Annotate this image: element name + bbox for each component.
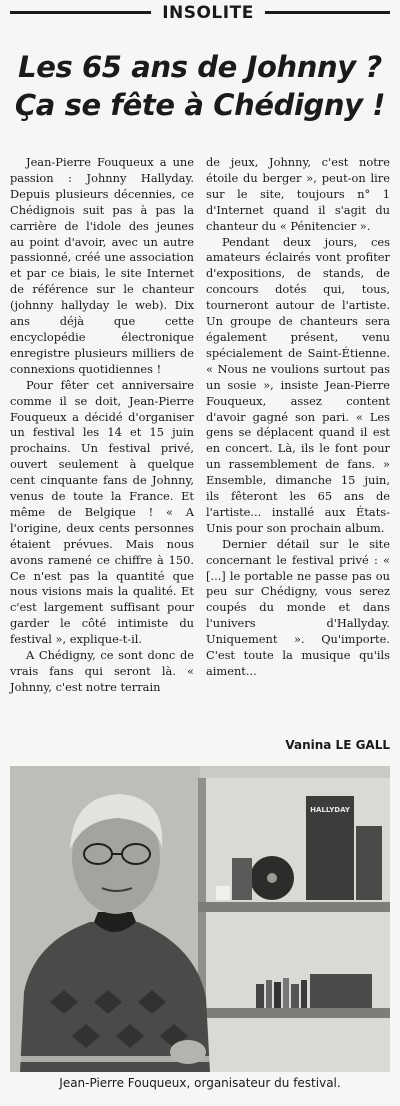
section-rubric: INSOLITE [151, 0, 265, 26]
article-column-1 [10, 155, 194, 696]
album-sleeve-text: HALLYDAY [310, 806, 350, 814]
paragraph: A Chédigny, ce sont donc de vrais fans qui seront là. « Johnny, c'est notre terrain [10, 648, 194, 694]
article-photo [10, 766, 390, 1072]
headline-line-1: Les 65 ans de Johnny ? [18, 50, 382, 84]
photo-illustration [10, 766, 390, 1072]
shelf-unit [198, 778, 390, 1072]
photo-caption: Jean-Pierre Fouqueux, organisateur du festival. [59, 1076, 341, 1090]
paragraph: de jeux, Johnny, c'est notre étoile du berger », peut-on lire sur le site, toujours n° 1 d'Internet quand il s'agit du chanteur du « Pénitencier ». [206, 155, 390, 233]
author-byline: Vanina LE GALL [285, 738, 390, 752]
paragraph: Dernier détail sur le site concernant le festival privé : « [...] le portable ne passe pas ou peu sur Chédigny, vous serez coupés du monde et dans l'univers d'Hallyday. Uniquement ». Qu'importe. C'est toute la musique qu'ils aiment... [206, 536, 390, 678]
rubric-bar [10, 0, 390, 26]
figurine [232, 858, 252, 900]
paragraph: Jean-Pierre Fouqueux a une passion : Johnny Hallyday. Depuis plusieurs décennies, ce Chédignois suit pas à pas la carrière de l'idole des jeunes au point d'avoir, avec un autre passionné, créé une association et par ce biais, le site Internet de référence sur le chanteur (johnny hallyday le web). Dix ans déjà que cette encyclopédie électronique enregistre plusieurs milliers de connexions quotidiennes ! [10, 155, 194, 376]
shelf-board [198, 902, 390, 912]
shelf-board [198, 1008, 390, 1018]
headline-line-2: Ça se fête à Chédigny ! [14, 88, 386, 122]
paragraph: Pendant deux jours, ces amateurs éclairés vont profiter d'expositions, de stands, de concours dotés qui, tous, tourneront autour de l'artiste. Un groupe de chanteurs sera également présent, venu spécialement de Saint-Étienne. « Nous ne voulions surtout pas un sosie », insiste Jean-Pierre Fouqueux, assez content d'avoir gagné son pari. « Les gens se déplacent quand il est en concert. Là, ils le font pour un rassemblement de fans. » Ensemble, dimanche 15 juin, ils fêteront les 65 ans de l'artiste... installé aux États-Unis pour son prochain album. [206, 234, 390, 535]
article-column-2 [206, 155, 390, 680]
paragraph: Pour fêter cet anniversaire comme il se doit, Jean-Pierre Fouqueux a décidé d'organiser un festival les 14 et 15 juin prochains. Un festival privé, ouvert seulement à quelque cent cinquante fans de Johnny, venus de toute la France. Et même de Belgique ! « A l'origine, deux cents personnes étaient prévues. Mais nous avons ramené ce chiffre à 150. Ce n'est pas la quantité que nous visions mais la qualité. Et c'est largement suffisant pour garder le côté intimiste du festival », explique-t-il. [10, 377, 194, 647]
headline [0, 48, 400, 124]
figurine [356, 826, 382, 900]
